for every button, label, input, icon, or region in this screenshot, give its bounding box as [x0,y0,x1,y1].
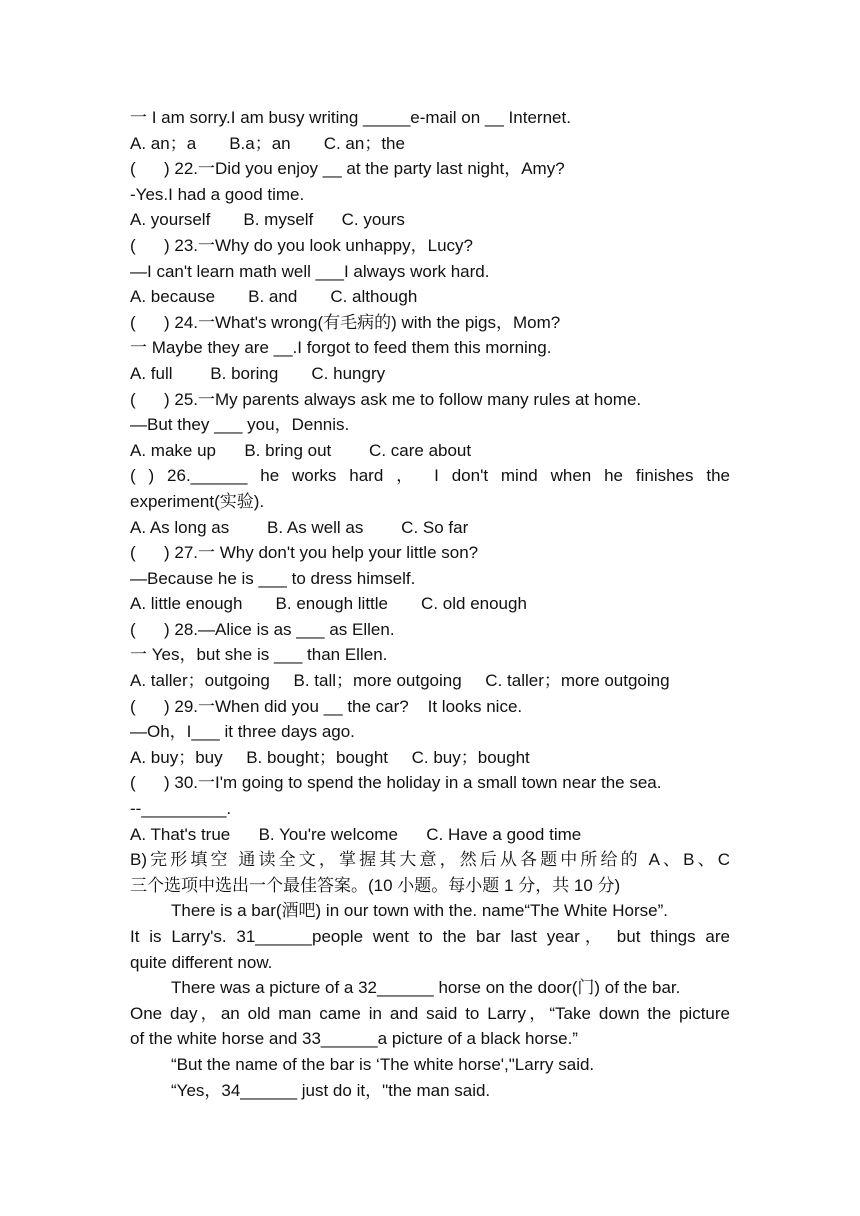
passage-p1-line2: It is Larry's. 31______people went to the bar last year， but things are [130,927,730,946]
passage-p2-line1: There was a picture of a 32______ horse on the door(门) of the bar. [171,978,681,998]
q29-options: A. buy；buy B. bought；bought C. buy；bought [130,747,530,767]
q23-question: ( ) 23.一Why do you look unhappy，Lucy? [130,235,474,255]
q25-question: ( ) 25.一My parents always ask me to follow many rules at home. [130,389,642,409]
q26-options: A. As long as B. As well as C. So far [130,517,469,537]
passage-p4: “Yes，34______ just do it，"the man said. [171,1080,491,1100]
q24-options: A. full B. boring C. hungry [130,363,386,383]
q26-question: ( ) 26.______ he works hard ， I don't mind when he finishes the [130,466,730,486]
q23-options: A. because B. and C. although [130,287,418,307]
q27-options: A. little enough B. enough little C. old enough [130,594,527,614]
document-page [130,105,730,1103]
q29-answer: —Oh，I___ it three days ago. [130,722,355,742]
passage-p3: “But the name of the bar is ‘The white horse',"Larry said. [171,1054,595,1074]
q25-answer: —But they ___ you，Dennis. [130,415,350,435]
q27-question: ( ) 27.一 Why don't you help your little son? [130,543,479,563]
q29-question: ( ) 29.一When did you __ the car? It looks nice. [130,696,523,716]
q27-answer: —Because he is ___ to dress himself. [130,568,416,588]
q24-answer: 一 Maybe they are __.I forgot to feed them this morning. [130,338,552,358]
q30-answer: --_________. [130,799,232,819]
q21-question: 一 I am sorry.I am busy writing _____e-mail on __ Internet. [130,108,571,127]
passage-p1-line3: quite different now. [130,952,273,972]
q22-question: ( ) 22.一Did you enjoy __ at the party last night，Amy? [130,159,565,179]
q21-options: A. an；a B.a；an C. an；the [130,133,405,153]
q28-question: ( ) 28.—Alice is as ___ as Ellen. [130,619,395,639]
q25-options: A. make up B. bring out C. care about [130,440,472,460]
q30-options: A. That's true B. You're welcome C. Have a good time [130,824,582,844]
q24-question: ( ) 24.一What's wrong(有毛病的) with the pigs，Mom? [130,312,561,332]
section-b-heading-cont: 三个选项中选出一个最佳答案。(10 小题。每小题 1 分，共 10 分) [130,875,621,895]
section-b-heading: B)完形填空 通读全文，掌握其大意，然后从各题中所给的 A、B、C [130,850,730,870]
q22-answer: -Yes.I had a good time. [130,184,305,204]
q26-question-cont: experiment(实验). [130,491,265,511]
q28-options: A. taller；outgoing B. tall；more outgoing C. taller；more outgoing [130,671,670,691]
q30-question: ( ) 30.一I'm going to spend the holiday in a small town near the sea. [130,773,662,793]
passage-p1-line1: There is a bar(酒吧) in our town with the. name“The White Horse”. [171,901,668,921]
q23-answer: —I can't learn math well ___I always work hard. [130,261,490,281]
q22-options: A. yourself B. myself C. yours [130,210,405,230]
passage-p2-line3: of the white horse and 33______a picture of a black horse.” [130,1029,578,1049]
passage-p2-line2: One day，an old man came in and said to Larry，“Take down the picture [130,1003,730,1023]
q28-answer: 一 Yes，but she is ___ than Ellen. [130,645,388,665]
